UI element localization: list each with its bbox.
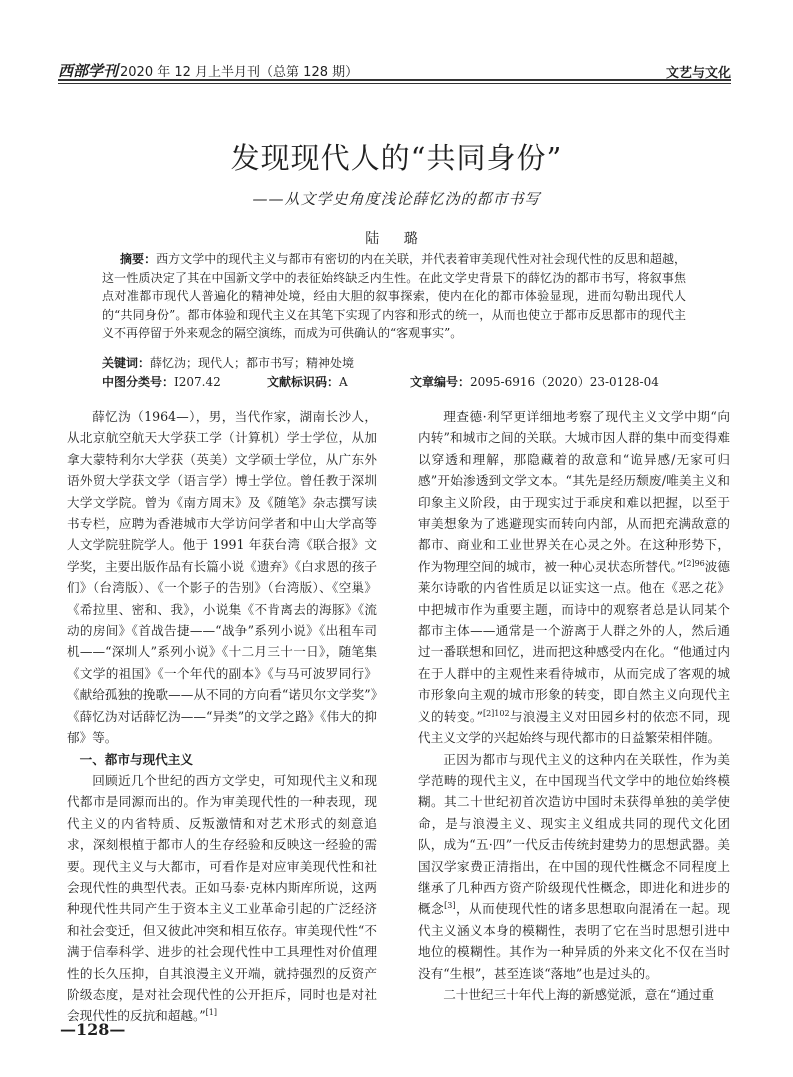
doc-code [267, 373, 348, 390]
issue-info: 2020 年 12 月上半月刊（总第 128 期） [120, 65, 359, 80]
left-column [67, 406, 377, 1027]
clc-code [102, 373, 221, 390]
paragraph-text: 理查德·利罕更详细地考察了现代主义文学中期“向内转”和城市之间的关联。大城市因人群的集中而变得难以穿透和理解，那隐藏着的敌意和“诡异感/无家可归感”开始渗透到文学文本。“其先是经历颓废/唯美主义和印象主义阶段，由于现实过于乖戾和难以把握，以至于审美想象为了逃避现实而转向内部，从而把充满敌意的都市、商业和工业世界关在心灵之外。在这种形势下，作为物理空间的城市，被一种心灵状态所替代。” [418, 409, 730, 574]
author-name: 陆 璐 [365, 231, 428, 247]
doc-label: 文献标识码： [267, 375, 340, 389]
paragraph-text: 与浪漫主义对田园乡村的依恋不同，现代主义文学的兴起始终与现代都市的日益繁荣相伴随。 [418, 708, 730, 746]
paragraph-text: 正因为都市与现代主义的这种内在关联性，作为美学范畴的现代主义，在中国现当代文学中的地位始终模糊。其二十世纪初首次造访中国时未获得单独的美学使命，是与浪漫主义、现实主义组成共同的现代文化团队，成为“五·四”一代反击传统封建势力的思想武器。美国汉学家费正清指出，在中国的现代性概念不同程度上继承了几种西方资产阶级现代性概念，即进化和进步的概念 [418, 751, 730, 917]
keywords [102, 354, 692, 371]
header-left [58, 60, 358, 81]
article-number [410, 373, 659, 390]
author-bio: 薛忆沩（1964—），男，当代作家，湖南长沙人，从北京航空航天大学获工学（计算机）学士学位，从加拿大蒙特利尔大学获（英美）文学硕士学位，从广东外语外贸大学获文学（语言学）博士学位。曾任教于深圳大学文学院。曾为《南方周末》及《随笔》杂志撰写读书专栏，应聘为香港城市大学访问学者和中山大学高等人文学院驻院学人。他于 1991 年获台湾《联合报》文学奖，主要出版作品有长篇小说《遗弃》《白求恩的孩子们》（台湾版）、《一个影子的告别》（台湾版）、《空巢》《希拉里、密和、我》，小说集《不肯离去的海豚》《流动的房间》《首战告捷——“战争”系列小说》《出租车司机——“深圳人”系列小说》《十二月三十一日》，随笔集《文学的祖国》《一个年代的副本》《与马可波罗同行》《献给孤独的挽歌——从不同的方向看“诺贝尔文学奖”》《薛忆沩对话薛忆沩——“异类”的文学之路》《伟大的抑郁》等。 [67, 409, 377, 746]
page-number: —128— [60, 1020, 126, 1039]
header-rule [58, 79, 731, 81]
article-subtitle: ——从文学史角度浅论薛忆沩的都市书写 [252, 190, 541, 208]
paragraph: 二十世纪三十年代上海的新感觉派，意在“通过重 [443, 986, 715, 1002]
section-name: 文艺与文化 [665, 66, 731, 81]
clc-value: I207.42 [174, 375, 221, 389]
paragraph-text: 回顾近几个世纪的西方文学史，可知现代主义和现代都市是同源而出的。作为审美现代性的一种表现，现代主义的内省特质、反叛激情和对艺术形式的刻意追求，深刻根植于都市人的生存经验和反映这一经验的需要。现代主义与大都市，可看作是对应审美现代性和社会现代性的典型代表。正如马泰·克林内斯库所说，这两种现代性共同产生于资本主义工业革命引起的广泛经济和社会变迁，但又彼此冲突和相互依存。审美现代性“不满于信奉科学、进步的社会现代性中工具理性对价值理性的长久压抑，自其浪漫主义开端，就持强烈的反资产阶级态度，是对社会现代性的公开拒斥，同时也是对社会现代性的反抗和超越。” [67, 772, 377, 1024]
clc-label: 中图分类号： [102, 375, 175, 389]
running-header [58, 54, 731, 84]
keywords-label: 关键词： [102, 356, 151, 370]
abstract [102, 250, 686, 343]
article-title: 发现现代人的“共同身份” [230, 141, 563, 175]
paragraph [418, 749, 730, 984]
keywords-text: 薛忆沩；现代人；都市书写；精神处境 [150, 356, 355, 370]
right-column [418, 406, 730, 1005]
abstract-label: 摘要： [120, 252, 157, 266]
header-rule-thin [58, 83, 731, 84]
citation: [1] [205, 1008, 218, 1018]
paragraph-text: ，从而使现代性的诸多思想取向混淆在一起。现代主义涵义本身的模糊性，表明了它在当时思想引进中地位的模糊性。其作为一种异质的外来文化不仅在当时没有“生根”，甚至连谈“落地”也是过头的。 [418, 901, 731, 981]
paragraph [67, 770, 377, 1027]
doc-value: A [339, 375, 348, 389]
section-heading: 一、都市与现代主义 [79, 751, 193, 767]
citation: [2]102 [482, 708, 510, 718]
article-no-value: 2095-6916（2020）23-0128-04 [470, 375, 659, 389]
citation: [2]96 [683, 558, 705, 568]
paragraph [418, 406, 730, 749]
journal-name: 西部学刊 [58, 62, 119, 80]
abstract-text: 西方文学中的现代主义与都市有密切的内在关联，并代表着审美现代性对社会现代性的反思和超越，这一性质决定了其在中国新文学中的表征始终缺乏内生性。在此文学史背景下的薛忆沩的都市书写，将叙事焦点对准都市现代人普遍化的精神处境，经由大胆的叙事探索，使内在化的都市体验显现，进而勾勒出现代人的“共同身份”。都市体验和现代主义在其笔下实现了内容和形式的统一，从而也使立于都市反思都市的现代主义不再停留于外来观念的隔空演练，而成为可供确认的“客观事实”。 [102, 252, 686, 340]
paragraph-text: 波德莱尔诗歌的内省性质足以证实这一点。他在《恶之花》中把城市作为重要主题，而诗中的观察者总是认同某个都市主体——通常是一个游离于人群之外的人，然后通过一番联想和回忆，进而把这种感受内在化。“他通过内在于人群中的主观性来看待城市，从而完成了客观的城市形象向主观的城市形象的转变，即自然主义向现代主义的转变。” [418, 558, 731, 724]
article-no-label: 文章编号： [410, 375, 471, 389]
citation: [3] [444, 901, 456, 911]
